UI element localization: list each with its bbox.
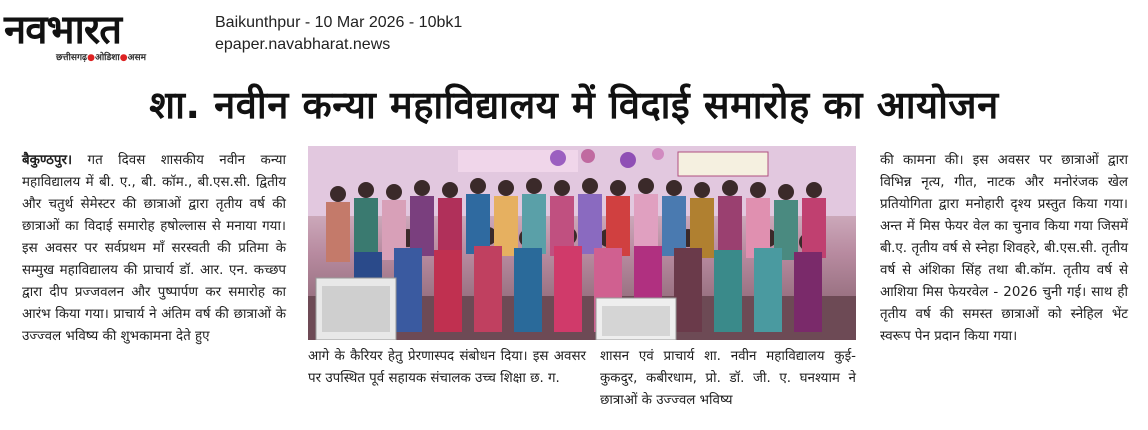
logo-region-b: ओडिशा [94,53,120,63]
dot-separator-icon: ● [87,53,95,63]
dateline: बैकुण्ठपुर। [22,153,73,168]
article-column-3: शासन एवं प्राचार्य शा. नवीन महाविद्यालय कुई-कुकदुर, कबीरधाम, प्रो. डॉ. जी. ए. घनश्याम ने छात्राओं के उज्ज्वल भविष्य [600,349,856,408]
logo-region-a: छत्तीसगढ़ [56,53,88,63]
article-headline: शा. नवीन कन्या महाविद्यालय में विदाई समारोह का आयोजन [149,83,999,127]
dot-separator-icon: ● [119,53,128,63]
article-column-2: आगे के कैरियर हेतु प्रेरणास्पद संबोधन दिया। इस अवसर पर उपस्थित पूर्व सहायक संचालक उच्च शिक्षा छ. ग. [308,349,586,386]
logo-wordmark: नवभारत [4,7,122,53]
logo-regions [56,50,146,63]
edition-info [215,12,462,56]
article-column-1 [22,150,286,348]
column-1-text: गत दिवस शासकीय नवीन कन्या महाविद्यालय में बी. ए., बी. कॉम., बी.एस.सी. द्वितीय और चतुर्थ सेमेस्टर की छात्राओं द्वारा तृतीय वर्ष की छात्राओं का विदाई समारोह हषाेल्लास से मनाया गया। इस अवसर पर सर्वप्रथम माँ सरस्वती की प्रतिमा के सम्मुख महाविद्यालय की प्राचार्य डॉ. आर. एन. कच्छप द्वारा दीप प्रज्जवलन और पुष्पार्पण कर समारोह का आरंभ किया गया। प्राचार्य ने अंतिम वर्ष की छात्राओं के उज्ज्वल भविष्य की शुभकामना देते हुए [22,153,286,344]
event-photo [308,146,856,340]
article-column-4: की कामना की। इस अवसर पर छात्राओं द्वारा विभिन्न नृत्य, गीत, नाटक और मनोरंजक खेल प्रतियोगिता द्वारा मनोहारी दृश्य प्रस्तुत किया गया। अन्त में मिस फेयर वेल का चुनाव किया गया जिसमें बी.ए. तृतीय वर्ष से स्नेहा शिवहरे, बी.एस.सी. तृतीय वर्ष से अंशिका सिंह तथा बी.कॉम. तृतीय वर्ष से आशिया मिस फेयरवेल - 2026 चुनी गई। साथ ही तृतीय वर्ष की समस्त छात्राओं को स्नेहिल भेंट स्वरूप पेन प्रदान किया गया। [880,153,1128,344]
epaper-link[interactable]: epaper.navabharat.news [215,36,391,53]
masthead [0,0,1148,72]
edition-line: Baikunthpur - 10 Mar 2026 - 10bk1 [215,14,463,31]
newspaper-logo[interactable] [4,6,196,62]
group-photo-illustration [308,146,856,340]
logo-region-c: असम [127,53,146,63]
